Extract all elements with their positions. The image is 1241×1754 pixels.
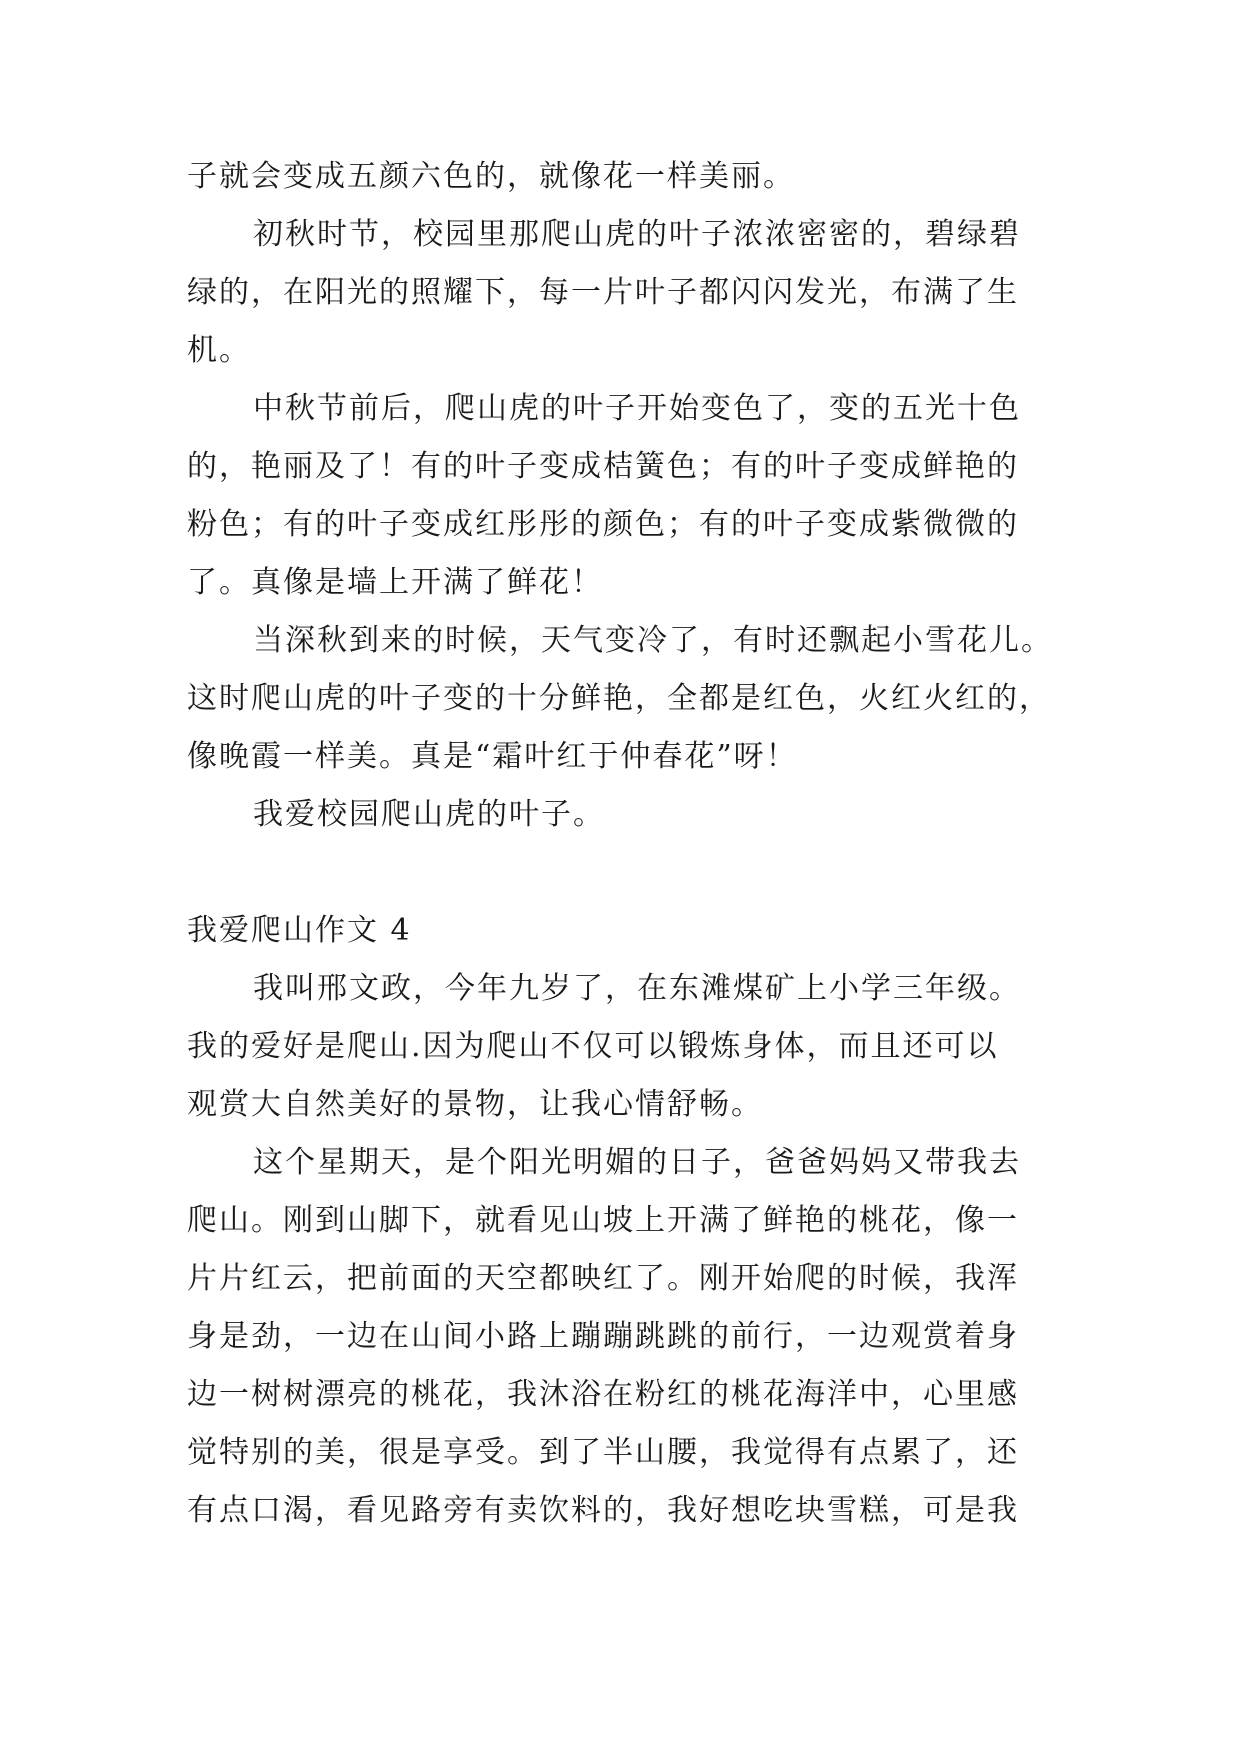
section-spacer bbox=[187, 844, 1057, 902]
paragraph-line: 初秋时节，校园里那爬山虎的叶子浓浓密密的，碧绿碧 bbox=[253, 217, 1021, 252]
paragraph-line: 当深秋到来的时候，天气变冷了，有时还飘起小雪花儿。 bbox=[253, 623, 1053, 658]
document-body bbox=[187, 148, 1057, 1540]
paragraph-line: 爬山。刚到山脚下，就看见山坡上开满了鲜艳的桃花，像一 bbox=[187, 1203, 1019, 1238]
paragraph-line: 身是劲，一边在山间小路上蹦蹦跳跳的前行，一边观赏着身 bbox=[187, 1319, 1019, 1354]
paragraph-line: 边一树树漂亮的桃花，我沐浴在粉红的桃花海洋中，心里感 bbox=[187, 1377, 1019, 1412]
paragraph-line: 子就会变成五颜六色的，就像花一样美丽。 bbox=[187, 159, 795, 194]
essay-title: 我爱爬山作文 4 bbox=[187, 913, 412, 948]
paragraph-line: 粉色；有的叶子变成红彤彤的颜色；有的叶子变成紫微微的 bbox=[187, 507, 1019, 542]
paragraph-line: 像晚霞一样美。真是“霜叶红于仲春花”呀！ bbox=[187, 739, 798, 774]
paragraph-line: 的，艳丽及了！有的叶子变成桔簧色；有的叶子变成鲜艳的 bbox=[187, 449, 1019, 484]
paragraph-line: 有点口渴，看见路旁有卖饮料的，我好想吃块雪糕，可是我 bbox=[187, 1493, 1019, 1528]
paragraph-line: 这个星期天，是个阳光明媚的日子，爸爸妈妈又带我去 bbox=[253, 1145, 1021, 1180]
paragraph-line: 观赏大自然美好的景物，让我心情舒畅。 bbox=[187, 1087, 763, 1122]
paragraph-line: 觉特别的美，很是享受。到了半山腰，我觉得有点累了，还 bbox=[187, 1435, 1019, 1470]
paragraph-line: 了。真像是墙上开满了鲜花！ bbox=[187, 565, 603, 600]
paragraph-line: 机。 bbox=[187, 333, 251, 368]
paragraph-line: 我的爱好是爬山.因为爬山不仅可以锻炼身体，而且还可以 bbox=[187, 1029, 999, 1064]
paragraph-line: 绿的，在阳光的照耀下，每一片叶子都闪闪发光，布满了生 bbox=[187, 275, 1019, 310]
paragraph-line: 这时爬山虎的叶子变的十分鲜艳，全都是红色，火红火红的， bbox=[187, 681, 1051, 716]
paragraph-line: 我叫邢文政，今年九岁了，在东滩煤矿上小学三年级。 bbox=[253, 971, 1021, 1006]
paragraph-line: 中秋节前后，爬山虎的叶子开始变色了，变的五光十色 bbox=[253, 391, 1021, 426]
paragraph-line: 我爱校园爬山虎的叶子。 bbox=[253, 797, 605, 832]
paragraph-line: 片片红云，把前面的天空都映红了。刚开始爬的时候，我浑 bbox=[187, 1261, 1019, 1296]
